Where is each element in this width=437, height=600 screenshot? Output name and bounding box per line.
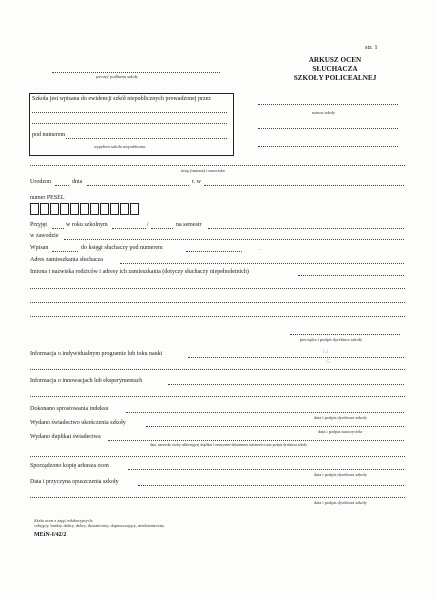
profession-label: w zawodzie bbox=[30, 233, 59, 239]
year-slash: / bbox=[147, 222, 149, 228]
innovations-label: Informacja o innowacjach lub eksperymentach bbox=[30, 378, 143, 384]
pesel-digit-cell[interactable] bbox=[60, 203, 69, 215]
leaving-caption: data i podpis dyrektora szkoły bbox=[314, 500, 367, 505]
student-name-line[interactable] bbox=[30, 165, 405, 166]
duplicate-line[interactable] bbox=[108, 440, 404, 441]
form-code: MEiN-I/42/2 bbox=[34, 532, 67, 538]
copy-line[interactable] bbox=[128, 469, 404, 470]
handwritten-mark: – bbox=[258, 247, 261, 253]
day-label: dnia bbox=[72, 179, 83, 185]
pesel-digit-cell[interactable] bbox=[40, 203, 49, 215]
duplicate-label: Wydano duplikat świadectwa bbox=[30, 434, 101, 440]
handwritten-mark: 1.1 bbox=[322, 350, 329, 355]
pesel-label: numer PESEL bbox=[30, 195, 65, 201]
school-year-start-line[interactable] bbox=[112, 228, 146, 229]
form-title bbox=[260, 56, 410, 83]
individual-program-line[interactable] bbox=[188, 357, 404, 358]
born-suffix-line[interactable] bbox=[55, 185, 69, 186]
school-year-end-line[interactable] bbox=[151, 228, 173, 229]
innovations-line-2[interactable] bbox=[30, 396, 405, 397]
parents-line-4[interactable] bbox=[30, 316, 405, 317]
year-label: r. w bbox=[192, 179, 201, 185]
register-caption: wypełnia szkoła niepubliczna bbox=[94, 144, 146, 149]
semester-label: na semestr bbox=[176, 222, 202, 228]
school-name-caption: nazwa szkoły bbox=[312, 110, 336, 115]
register-text: Szkoła jest wpisana do ewidencji szkół niepublicznych prowadzonej przez bbox=[32, 96, 211, 102]
handwritten-mark: /5 bbox=[326, 360, 330, 365]
accepted-suffix-line[interactable] bbox=[52, 228, 64, 229]
pesel-digit-cell[interactable] bbox=[130, 203, 139, 215]
school-stamp-caption: pieczęć podłużna szkoły bbox=[96, 74, 138, 79]
school-name-line-3[interactable] bbox=[258, 146, 398, 147]
principal-caption: pieczątka i podpis dyrektora szkoły bbox=[300, 337, 363, 342]
parents-label: Imiona i nazwiska rodziców i adresy ich zamieszkania (dotyczy słuchaczy niepełnoletnich) bbox=[30, 269, 249, 275]
pesel-digit-cell[interactable] bbox=[100, 203, 109, 215]
principal-signature-line[interactable] bbox=[290, 334, 400, 335]
duplicate-caption: data, nazwisko osoby odbierającej duplikat i oznaczenie dokumentu tożsamości oraz podpis dyrektora szkoły bbox=[150, 443, 308, 447]
page-number: str. 1 bbox=[365, 44, 378, 51]
copy-label: Sporządzono kopię arkusza ocen bbox=[30, 463, 109, 469]
student-name-caption: imię (imiona) i nazwisko bbox=[181, 168, 226, 173]
profession-line[interactable] bbox=[64, 239, 404, 240]
correction-label: Dokonano sprostowania indeksu bbox=[30, 406, 109, 412]
innovations-line[interactable] bbox=[168, 384, 404, 385]
address-label: Adres zamieszkania słuchacza bbox=[30, 257, 103, 263]
individual-program-line-2[interactable] bbox=[30, 369, 405, 370]
individual-program-label: Informacja o indywidualnym programie lub toku nauki bbox=[30, 351, 163, 357]
school-name-line[interactable] bbox=[258, 104, 398, 105]
correction-line[interactable] bbox=[126, 412, 404, 413]
duplicate-line-2[interactable] bbox=[30, 456, 405, 457]
register-book-number-line[interactable] bbox=[186, 251, 242, 252]
copy-caption: data i podpis dyrektora szkoły bbox=[314, 472, 367, 477]
pesel-digit-cell[interactable] bbox=[70, 203, 79, 215]
pesel-digit-cell[interactable] bbox=[30, 203, 39, 215]
pesel-digit-cell[interactable] bbox=[80, 203, 89, 215]
leaving-line-2[interactable] bbox=[30, 497, 405, 498]
title-line1: ARKUSZ OCEN bbox=[308, 56, 362, 64]
certificate-line[interactable] bbox=[146, 426, 404, 427]
certificate-caption: data i podpis nauczyciela bbox=[318, 429, 363, 434]
school-name-line-2[interactable] bbox=[258, 128, 398, 129]
entry-suffix-line[interactable] bbox=[52, 251, 78, 252]
register-number-line[interactable] bbox=[66, 138, 227, 139]
entry-label: Wpisan bbox=[30, 245, 49, 251]
grading-scale-line1: Skala ocen z zajęć edukacyjnych: bbox=[34, 518, 93, 523]
parents-line-3[interactable] bbox=[30, 302, 405, 303]
semester-line[interactable] bbox=[208, 228, 404, 229]
born-label: Urodzon bbox=[30, 179, 51, 185]
leaving-line[interactable] bbox=[138, 485, 404, 486]
school-year-label: w roku szkolnym bbox=[66, 222, 108, 228]
pesel-digit-cell[interactable] bbox=[50, 203, 59, 215]
register-number-label: pod numerem bbox=[32, 132, 66, 138]
parents-line-end[interactable] bbox=[298, 275, 404, 276]
birth-place-line[interactable] bbox=[204, 185, 404, 186]
pesel-digit-cell[interactable] bbox=[90, 203, 99, 215]
address-line[interactable] bbox=[120, 263, 404, 264]
birth-date-line[interactable] bbox=[87, 185, 189, 186]
pesel-grid bbox=[30, 203, 140, 215]
school-stamp-line[interactable] bbox=[52, 72, 220, 73]
accepted-label: Przyjęt bbox=[30, 222, 47, 228]
register-book-label: do księgi słuchaczy pod numerem bbox=[81, 245, 163, 251]
title-line3: SZKOŁY POLICEALNEJ bbox=[293, 74, 377, 82]
register-authority-line-2[interactable] bbox=[32, 123, 227, 124]
title-line2: SŁUCHACZA bbox=[312, 65, 358, 73]
leaving-label: Data i przyczyna opuszczenia szkoły bbox=[30, 479, 119, 485]
correction-caption: data i podpis dyrektora szkoły bbox=[314, 415, 367, 420]
pesel-digit-cell[interactable] bbox=[120, 203, 129, 215]
certificate-label: Wydano świadectwo ukończenia szkoły bbox=[30, 420, 126, 426]
grading-scale-line2: celujący, bardzo dobry, dobry, dostateczny, dopuszczający, niedostateczny. bbox=[34, 523, 165, 528]
pesel-digit-cell[interactable] bbox=[110, 203, 119, 215]
parents-line-2[interactable] bbox=[30, 288, 405, 289]
register-authority-line[interactable] bbox=[32, 112, 227, 113]
